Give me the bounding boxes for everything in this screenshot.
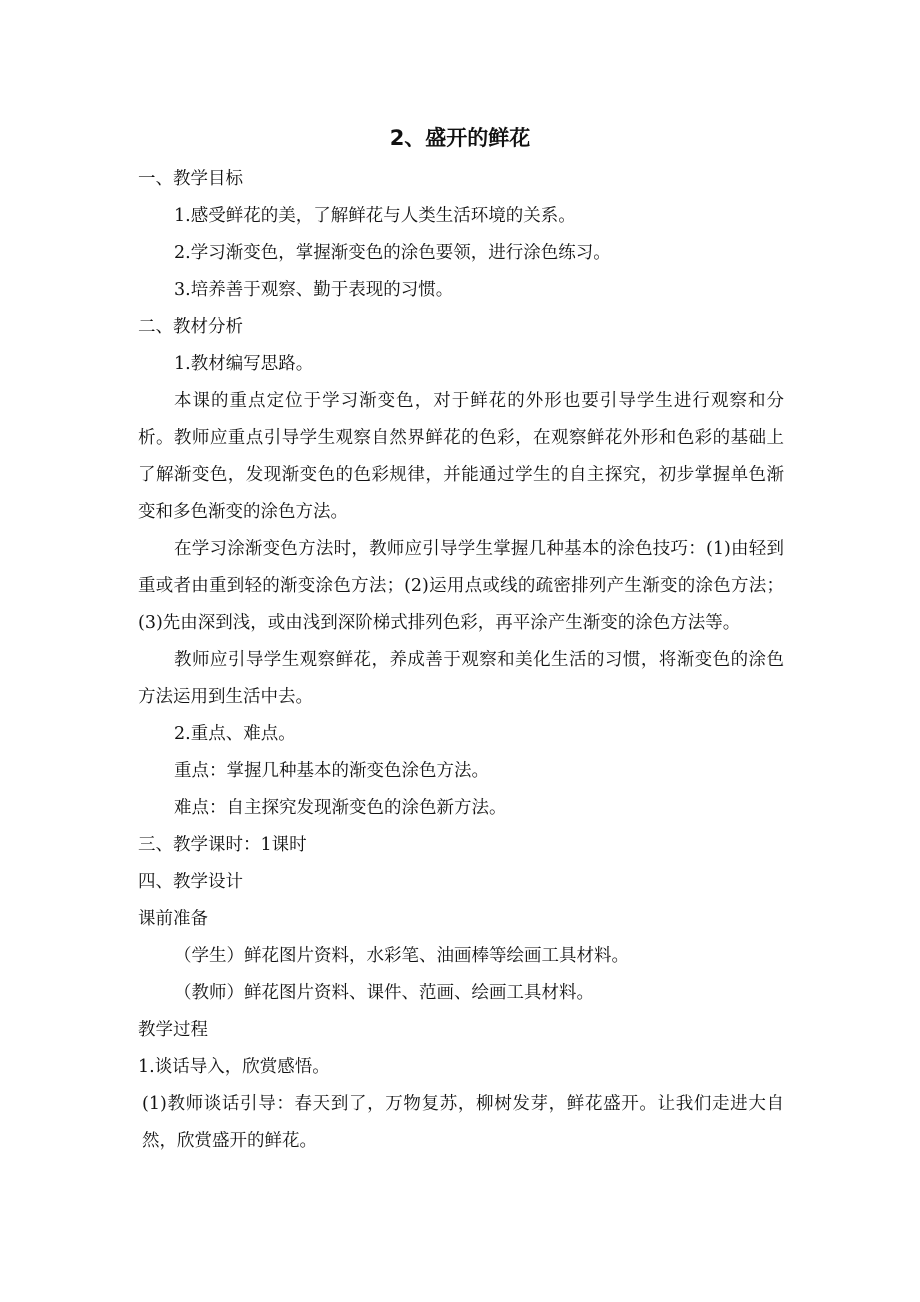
preparation-students: （学生）鲜花图片资料，水彩笔、油画棒等绘画工具材料。	[174, 946, 629, 966]
objective-item-1: 1.感受鲜花的美，了解鲜花与人类生活环境的关系。	[174, 206, 576, 226]
preparation-heading: 课前准备	[138, 909, 208, 929]
section-heading-hours: 三、教学课时：1课时	[138, 835, 307, 855]
objective-item-2: 2.学习渐变色，掌握渐变色的涂色要领，进行涂色练习。	[174, 243, 611, 263]
preparation-teacher: （教师）鲜花图片资料、课件、范画、绘画工具材料。	[174, 983, 594, 1003]
process-heading: 教学过程	[138, 1020, 208, 1040]
document-body	[138, 161, 784, 1160]
analysis-paragraph-2: 在学习涂渐变色方法时，教师应引导学生掌握几种基本的涂色技巧：(1)由轻到重或者由重到轻的渐变涂色方法；(2)运用点或线的疏密排列产生渐变的涂色方法；(3)先由深到浅，或由浅到深阶梯式排列色彩，再平涂产生渐变的涂色方法等。	[138, 539, 784, 633]
document-title: 2、盛开的鲜花	[389, 126, 531, 150]
process-step-1: 1.谈话导入，欣赏感悟。	[138, 1057, 330, 1077]
analysis-paragraph-3: 教师应引导学生观察鲜花，养成善于观察和美化生活的习惯，将渐变色的涂色方法运用到生活中去。	[138, 650, 784, 707]
analysis-paragraph-1: 本课的重点定位于学习渐变色，对于鲜花的外形也要引导学生进行观察和分析。教师应重点引导学生观察自然界鲜花的色彩，在观察鲜花外形和色彩的基础上了解渐变色，发现渐变色的色彩规律，并能通过学生的自主探究，初步掌握单色渐变和多色渐变的涂色方法。	[138, 391, 784, 522]
section-heading-objectives: 一、教学目标	[138, 169, 243, 189]
objective-item-3: 3.培养善于观察、勤于表现的习惯。	[174, 280, 454, 300]
analysis-subheading-1: 1.教材编写思路。	[174, 354, 314, 374]
analysis-subheading-2: 2.重点、难点。	[174, 724, 296, 744]
key-point: 重点：掌握几种基本的渐变色涂色方法。	[174, 761, 489, 781]
section-heading-design: 四、教学设计	[138, 872, 243, 892]
difficult-point: 难点：自主探究发现渐变色的涂色新方法。	[174, 798, 507, 818]
section-heading-analysis: 二、教材分析	[138, 317, 243, 337]
process-step-1-detail: (1)教师谈话引导：春天到了，万物复苏，柳树发芽，鲜花盛开。让我们走进大自然，欣赏盛开的鲜花。	[142, 1094, 784, 1151]
